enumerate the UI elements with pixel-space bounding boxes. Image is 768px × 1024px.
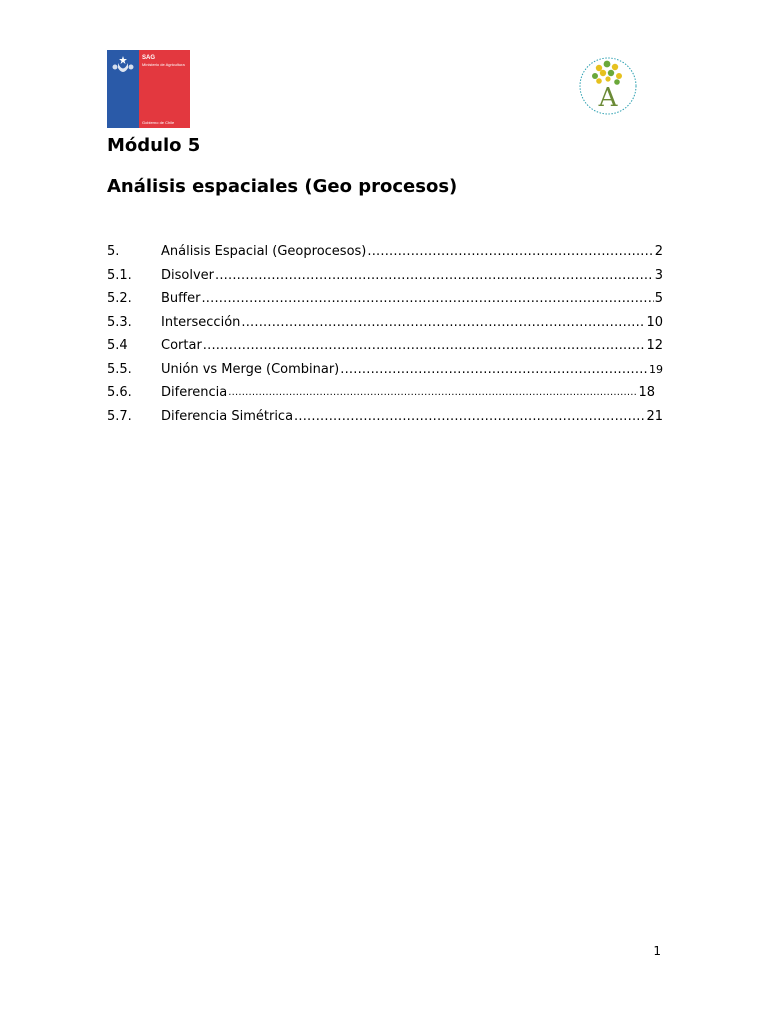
academy-emblem-logo bbox=[577, 48, 639, 124]
logo-sag-text: SAG bbox=[142, 55, 156, 61]
toc-number: 5.2. bbox=[107, 291, 132, 307]
toc-leader-dots bbox=[215, 268, 654, 283]
toc-entry[interactable] bbox=[107, 264, 663, 288]
toc-number: 5.5. bbox=[107, 361, 132, 377]
svg-text:A: A bbox=[598, 83, 618, 113]
toc-number: 5. bbox=[107, 244, 120, 260]
toc-label: Intersección bbox=[161, 314, 241, 330]
section-title: Análisis espaciales (Geo procesos) bbox=[107, 176, 458, 197]
toc-label: Unión vs Merge (Combinar) bbox=[161, 361, 340, 377]
toc-page-number: 3 bbox=[654, 267, 663, 283]
table-of-contents bbox=[107, 240, 663, 428]
toc-page-number: 21 bbox=[646, 408, 663, 424]
toc-page-number: 2 bbox=[654, 244, 663, 260]
toc-leader-dots bbox=[294, 409, 645, 424]
logo-ministry-text: Ministerio de Agricultura bbox=[142, 62, 185, 67]
toc-page-number: 12 bbox=[646, 338, 663, 354]
toc-label: Análisis Espacial (Geoprocesos) bbox=[161, 244, 367, 260]
toc-leader-dots bbox=[228, 387, 637, 398]
toc-entry[interactable] bbox=[107, 405, 663, 429]
toc-label: Disolver bbox=[161, 267, 214, 283]
toc-entry[interactable] bbox=[107, 311, 663, 335]
toc-leader-dots bbox=[241, 315, 645, 330]
chile-coat-of-arms-icon bbox=[111, 54, 135, 76]
toc-label: Diferencia bbox=[161, 385, 228, 401]
toc-number: 5.3. bbox=[107, 314, 132, 330]
tree-letter-a-emblem-icon bbox=[577, 48, 639, 124]
module-title: Módulo 5 bbox=[107, 135, 201, 156]
footer-page-number: 1 bbox=[653, 944, 661, 958]
toc-page-number: 19 bbox=[649, 362, 663, 376]
toc-leader-dots bbox=[340, 362, 648, 377]
toc-number: 5.1. bbox=[107, 267, 132, 283]
toc-page-number: 10 bbox=[646, 314, 663, 330]
toc-number: 5.4 bbox=[107, 338, 128, 354]
toc-leader-dots bbox=[203, 338, 646, 353]
logo-blue-band bbox=[107, 50, 139, 128]
toc-entry[interactable] bbox=[107, 381, 655, 405]
logo-government-text: Gobierno de Chile bbox=[142, 120, 175, 125]
toc-label: Diferencia Simétrica bbox=[161, 408, 294, 424]
logo-red-band bbox=[139, 50, 190, 128]
toc-number: 5.6. bbox=[107, 385, 132, 401]
toc-entry[interactable] bbox=[107, 334, 663, 358]
toc-page-number: 18 bbox=[638, 385, 655, 401]
sag-ministerio-logo bbox=[107, 50, 190, 128]
toc-entry[interactable] bbox=[107, 287, 663, 311]
toc-leader-dots bbox=[201, 291, 653, 306]
toc-label: Buffer bbox=[161, 291, 201, 307]
toc-label: Cortar bbox=[161, 338, 202, 354]
toc-number: 5.7. bbox=[107, 408, 132, 424]
toc-entry[interactable] bbox=[107, 240, 663, 264]
toc-leader-dots bbox=[367, 244, 653, 259]
toc-page-number: 5 bbox=[654, 291, 663, 307]
toc-entry[interactable] bbox=[107, 358, 663, 382]
